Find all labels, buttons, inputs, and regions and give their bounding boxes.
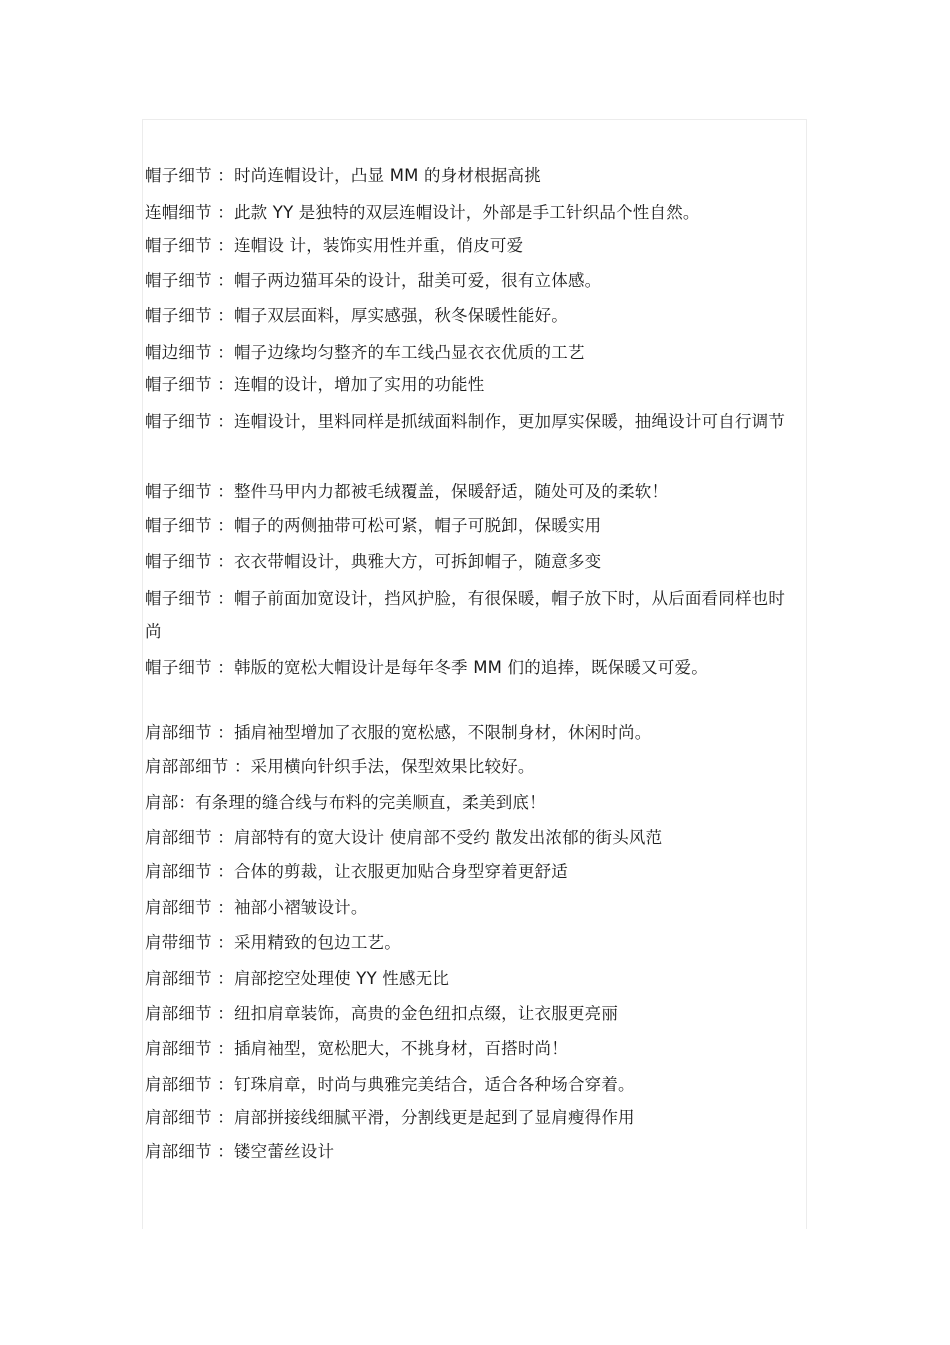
hat-line-5: 帽子细节 ：帽子双层面料，厚实感强，秋冬保暖性能好。 — [145, 306, 568, 325]
shoulder-line-4: 肩部细节 ：肩部特有的宽大设计 使肩部不受约 散发出浓郁的街头风范 — [145, 828, 663, 847]
hat-line-2: 连帽细节 ：此款 YY 是独特的双层连帽设计，外部是手工针织品个性自然。 — [145, 203, 700, 222]
hat-line-7: 帽子细节 ：连帽的设计，增加了实用的功能性 — [145, 375, 485, 394]
hat-line-13: 帽子细节 ：韩版的宽松大帽设计是每年冬季 MM 们的追捧，既保暖又可爱。 — [145, 658, 708, 677]
hat-line-1: 帽子细节 ：时尚连帽设计，凸显 MM 的身材根据高挑 — [145, 166, 541, 185]
shoulder-line-11: 肩部细节 ：钉珠肩章，时尚与典雅完美结合，适合各种场合穿着。 — [145, 1075, 635, 1094]
shoulder-line-9: 肩部细节 ：纽扣肩章装饰，高贵的金色纽扣点缀，让衣服更亮丽 — [145, 1004, 619, 1023]
shoulder-line-2: 肩部部细节 ：采用横向针织手法，保型效果比较好。 — [145, 757, 535, 776]
hat-line-11: 帽子细节 ：衣衣带帽设计，典雅大方，可拆卸帽子，随意多变 — [145, 552, 602, 571]
shoulder-line-12: 肩部细节 ：肩部拼接线细腻平滑，分割线更是起到了显肩瘦得作用 — [145, 1108, 635, 1127]
shoulder-line-10: 肩部细节 ：插肩袖型，宽松肥大，不挑身材，百搭时尚！ — [145, 1039, 568, 1058]
hat-line-10: 帽子细节 ：帽子的两侧抽带可松可紧，帽子可脱卸，保暖实用 — [145, 516, 602, 535]
shoulder-line-5: 肩部细节 ：合体的剪裁，让衣服更加贴合身型穿着更舒适 — [145, 862, 568, 881]
hat-line-4: 帽子细节 ：帽子两边猫耳朵的设计，甜美可爱，很有立体感。 — [145, 271, 602, 290]
shoulder-line-7: 肩带细节 ：采用精致的包边工艺。 — [145, 933, 401, 952]
shoulder-line-13: 肩部细节 ：镂空蕾丝设计 — [145, 1142, 335, 1161]
shoulder-line-3: 肩部：有条理的缝合线与布料的完美顺直，柔美到底！ — [145, 793, 546, 812]
hat-line-12: 帽子细节 ：帽子前面加宽设计，挡风护脸，有很保暖，帽子放下时，从后面看同样也时尚 — [145, 589, 786, 641]
hat-line-8: 帽子细节 ：连帽设计，里料同样是抓绒面料制作，更加厚实保暖，抽绳设计可自行调节 — [145, 412, 786, 431]
shoulder-line-8: 肩部细节 ：肩部挖空处理使 YY 性感无比 — [145, 969, 450, 988]
hat-line-6: 帽边细节 ：帽子边缘均匀整齐的车工线凸显衣衣优质的工艺 — [145, 343, 585, 362]
hat-line-9: 帽子细节 ：整件马甲内力都被毛绒覆盖，保暖舒适，随处可及的柔软！ — [145, 482, 669, 501]
shoulder-line-6: 肩部细节 ：袖部小褶皱设计。 — [145, 898, 368, 917]
hat-line-3: 帽子细节 ：连帽设 计，装饰实用性并重，俏皮可爱 — [145, 236, 524, 255]
shoulder-line-1: 肩部细节 ：插肩袖型增加了衣服的宽松感，不限制身材，休闲时尚。 — [145, 723, 652, 742]
